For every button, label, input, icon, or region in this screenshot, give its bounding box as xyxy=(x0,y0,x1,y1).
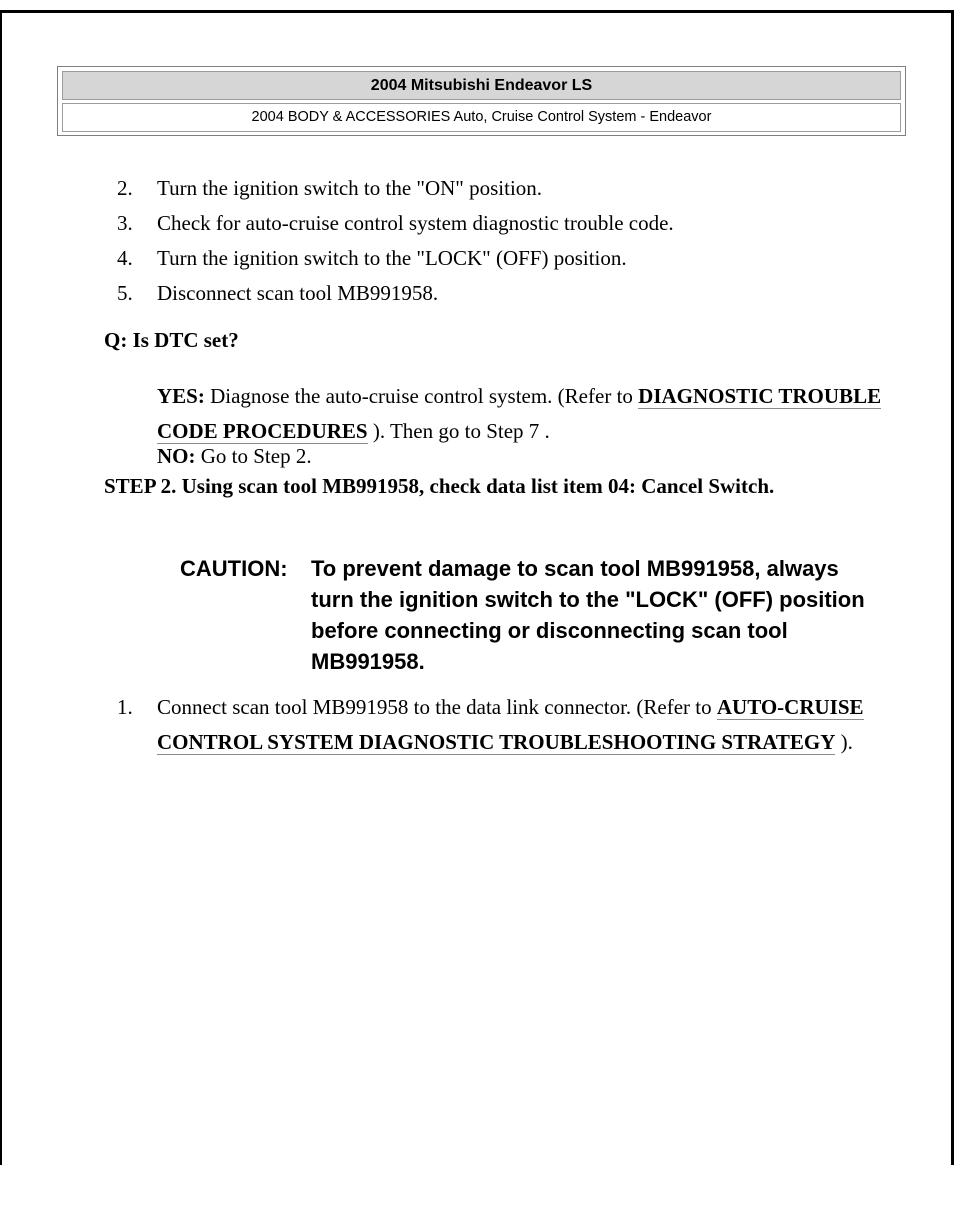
list-item-after-text: ). xyxy=(840,730,853,754)
list-item-number: 2. xyxy=(117,176,133,200)
yes-text: Diagnose the auto-cruise control system. (Refer to xyxy=(210,384,633,408)
header-title: 2004 Mitsubishi Endeavor LS xyxy=(62,71,901,100)
diagnostic-trouble-code-procedures-link[interactable]: DIAGNOSTIC TROUBLE CODE PROCEDURES xyxy=(157,384,882,443)
list-item-text: Connect scan tool MB991958 to the data link connector. (Refer to xyxy=(157,695,712,719)
caution-text: To prevent damage to scan tool MB991958, always turn the ignition switch to the "LOCK" (OFF) position before connecting or disconnecting scan tool MB991958. xyxy=(311,556,865,674)
list-item-text: Disconnect scan tool MB991958. xyxy=(157,281,439,305)
caution-label: CAUTION: xyxy=(180,556,288,581)
list-item-number: 1. xyxy=(117,695,133,719)
auto-cruise-troubleshooting-strategy-link[interactable]: AUTO-CRUISE CONTROL SYSTEM DIAGNOSTIC TROUBLESHOOTING STRATEGY xyxy=(157,695,864,754)
yes-label: YES: xyxy=(157,384,205,408)
list-item-content xyxy=(157,690,907,760)
list-item-number: 5. xyxy=(117,281,133,305)
header-subtitle: 2004 BODY & ACCESSORIES Auto, Cruise Control System - Endeavor xyxy=(62,103,901,132)
list-item-number: 4. xyxy=(117,246,133,270)
list-item-text: Turn the ignition switch to the "ON" position. xyxy=(157,176,543,200)
list-item-number: 3. xyxy=(117,211,133,235)
question-text: Q: Is DTC set? xyxy=(104,328,239,352)
no-label: NO: xyxy=(157,444,196,468)
document-header xyxy=(57,66,906,136)
no-text: Go to Step 2. xyxy=(200,444,312,468)
list-item-text: Check for auto-cruise control system diagnostic trouble code. xyxy=(157,211,674,235)
yes-answer xyxy=(157,379,897,449)
list-item xyxy=(117,690,907,760)
yes-after-text: ). Then go to Step 7 . xyxy=(372,419,550,443)
step-2-heading: STEP 2. Using scan tool MB991958, check data list item 04: Cancel Switch. xyxy=(104,474,775,498)
no-answer xyxy=(157,443,312,469)
list-item-text: Turn the ignition switch to the "LOCK" (OFF) position. xyxy=(157,246,627,270)
